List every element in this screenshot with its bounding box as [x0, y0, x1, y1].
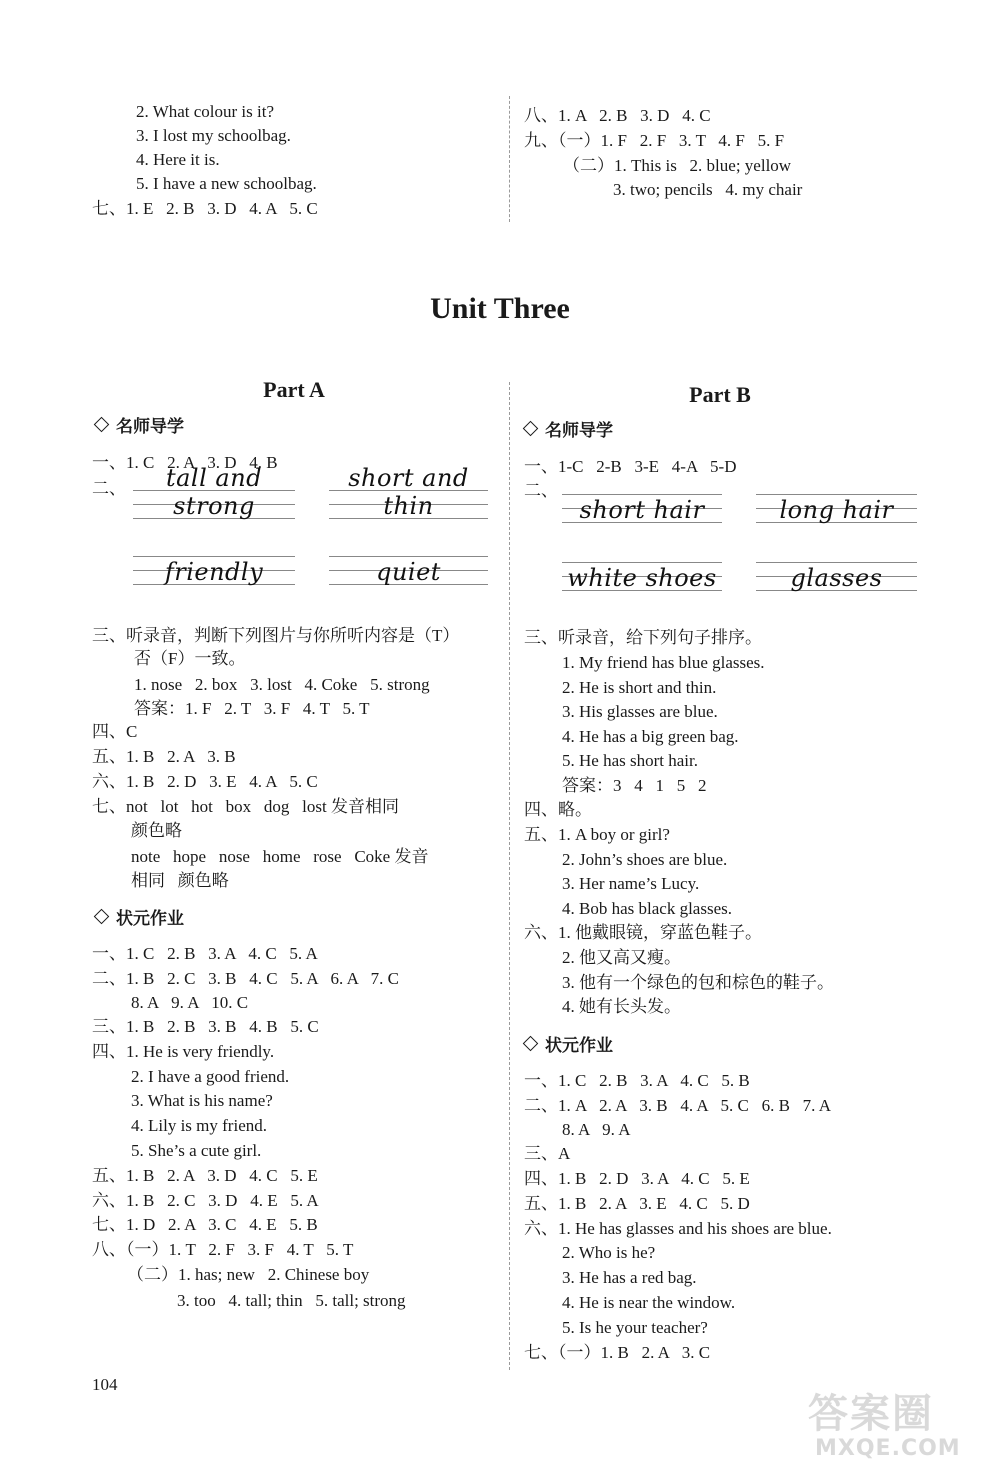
writing-box-3 — [133, 550, 295, 590]
part-a-hw-1: 一、1. C 2. B 3. A 4. C 5. A — [92, 944, 318, 963]
top-left-line-5: 七、1. E 2. B 3. D 4. A 5. C — [92, 199, 318, 218]
written-word: glasses — [790, 564, 883, 592]
part-a-q3-line-4: 答案：1. F 2. T 3. F 4. T 5. T — [134, 699, 370, 718]
writing-box-8 — [756, 556, 917, 596]
part-a-hw-7: 3. What is his name? — [131, 1091, 273, 1110]
part-b-hw-9: 3. He has a red bag. — [562, 1268, 697, 1287]
part-a-hw-9: 5. She’s a cute girl. — [131, 1141, 262, 1160]
part-b-q5-line-4: 4. Bob has black glasses. — [562, 899, 732, 918]
part-b-hw-10: 4. He is near the window. — [562, 1293, 736, 1312]
top-right-line-1: 八、1. A 2. B 3. D 4. C — [524, 106, 711, 125]
part-a-section-guide: 名师导学 — [96, 412, 184, 437]
part-b-hw-4: 三、A — [524, 1144, 571, 1163]
part-b-q3-line-5: 4. He has a big green bag. — [562, 727, 739, 746]
diamond-icon — [94, 417, 110, 433]
part-a-title: Part A — [263, 377, 325, 402]
part-a-hw-6: 2. I have a good friend. — [131, 1067, 290, 1086]
part-a-q3-line-2: 否（F）一致。 — [134, 649, 246, 668]
unit-title: Unit Three — [430, 292, 570, 325]
part-a-q2-label: 二、 — [92, 479, 126, 498]
part-b-section-guide: 名师导学 — [525, 416, 613, 441]
watermark-url: MXQE.COM — [815, 1436, 961, 1461]
part-a-hw-8: 4. Lily is my friend. — [131, 1116, 267, 1135]
part-a-q4: 四、C — [92, 722, 138, 741]
part-b-hw-6: 五、1. B 2. A 3. E 4. C 5. D — [524, 1194, 750, 1213]
part-b-q4: 四、略。 — [524, 800, 592, 819]
part-a-q3-line-1: 三、听录音，判断下列图片与你所听内容是（T） — [92, 626, 460, 645]
top-right-line-2: 九、（一）1. F 2. F 3. T 4. F 5. F — [524, 131, 785, 150]
written-word: quiet — [376, 558, 441, 586]
writing-box-1 — [133, 464, 295, 524]
part-b-q6-line-1: 六、1. 他戴眼镜，穿蓝色鞋子。 — [524, 923, 762, 942]
diamond-icon — [523, 1036, 539, 1052]
written-word: friendly — [164, 558, 264, 586]
part-b-q6-line-4: 4. 她有长头发。 — [562, 997, 681, 1016]
part-a-q1: 一、1. C 2. A 3. D 4. B — [92, 453, 278, 472]
top-right-line-4: 3. two; pencils 4. my chair — [613, 180, 803, 199]
part-a-hw-14: （二）1. has; new 2. Chinese boy — [127, 1265, 370, 1284]
part-b-q3-line-4: 3. His glasses are blue. — [562, 702, 718, 721]
part-b-q5-line-2: 2. John’s shoes are blue. — [562, 850, 728, 869]
part-b-q5-line-3: 3. Her name’s Lucy. — [562, 874, 700, 893]
part-b-q3-line-1: 三、听录音，给下列句子排序。 — [524, 628, 762, 647]
top-left-line-1: 2. What colour is it? — [136, 102, 275, 121]
part-a-hw-3: 8. A 9. A 10. C — [131, 993, 249, 1012]
part-a-q3-line-3: 1. nose 2. box 3. lost 4. Coke 5. strong — [134, 675, 430, 694]
written-word: tall and strong — [165, 464, 263, 520]
written-word: white shoes — [567, 564, 717, 592]
top-right-line-3: （二）1. This is 2. blue; yellow — [563, 156, 792, 175]
part-b-title: Part B — [689, 382, 751, 407]
part-a-hw-15: 3. too 4. tall; thin 5. tall; strong — [177, 1291, 406, 1310]
part-b-q3-line-6: 5. He has short hair. — [562, 751, 698, 770]
part-a-hw-12: 七、1. D 2. A 3. C 4. E 5. B — [92, 1215, 318, 1234]
part-a-section-homework: 状元作业 — [96, 904, 184, 929]
diamond-icon — [523, 421, 539, 437]
part-b-q1: 一、1-C 2-B 3-E 4-A 5-D — [524, 457, 737, 476]
part-b-q3-line-7: 答案：3 4 1 5 2 — [562, 776, 707, 795]
part-b-hw-11: 5. Is he your teacher? — [562, 1318, 708, 1337]
part-a-hw-5: 四、1. He is very friendly. — [92, 1042, 275, 1061]
top-left-line-4: 5. I have a new schoolbag. — [136, 174, 317, 193]
part-b-hw-2: 二、1. A 2. A 3. B 4. A 5. C 6. B 7. A — [524, 1096, 831, 1115]
written-word: short hair — [579, 496, 705, 524]
writing-box-2 — [329, 464, 488, 524]
part-b-q6-line-2: 2. 他又高又瘦。 — [562, 948, 681, 967]
part-a-hw-10: 五、1. B 2. A 3. D 4. C 5. E — [92, 1166, 318, 1185]
part-b-q5-line-1: 五、1. A boy or girl? — [524, 825, 670, 844]
part-a-q6: 六、1. B 2. D 3. E 4. A 5. C — [92, 772, 318, 791]
part-a-hw-11: 六、1. B 2. C 3. D 4. E 5. A — [92, 1191, 319, 1210]
written-word: short and thin — [348, 464, 469, 520]
page-number: 104 — [92, 1375, 118, 1394]
part-b-hw-3: 8. A 9. A — [562, 1120, 631, 1139]
part-a-hw-2: 二、1. B 2. C 3. B 4. C 5. A 6. A 7. C — [92, 969, 399, 988]
watermark-logo: 答案圈 — [808, 1391, 934, 1437]
part-a-q7-line-4: 相同 颜色略 — [131, 871, 229, 890]
part-a-q5: 五、1. B 2. A 3. B — [92, 747, 236, 766]
writing-box-4 — [329, 550, 488, 590]
part-a-q7-line-2: 颜色略 — [131, 821, 182, 840]
top-column-divider — [509, 96, 510, 222]
writing-box-5 — [562, 488, 722, 528]
part-b-q3-line-3: 2. He is short and thin. — [562, 678, 717, 697]
main-column-divider — [509, 382, 510, 1370]
part-b-hw-8: 2. Who is he? — [562, 1243, 656, 1262]
part-a-q7-line-1: 七、not lot hot box dog lost 发音相同 — [92, 797, 399, 816]
part-b-section-homework: 状元作业 — [525, 1031, 613, 1056]
part-b-hw-5: 四、1. B 2. D 3. A 4. C 5. E — [524, 1169, 750, 1188]
part-a-q7-line-3: note hope nose home rose Coke 发音 — [131, 847, 429, 866]
written-word: long hair — [779, 496, 894, 524]
top-left-line-3: 4. Here it is. — [136, 150, 220, 169]
top-left-line-2: 3. I lost my schoolbag. — [136, 126, 291, 145]
part-b-hw-12: 七、（一）1. B 2. A 3. C — [524, 1343, 711, 1362]
writing-box-6 — [756, 488, 917, 528]
part-a-hw-13: 八、（一）1. T 2. F 3. F 4. T 5. T — [92, 1240, 354, 1259]
diamond-icon — [94, 909, 110, 925]
part-b-q2-label: 二、 — [524, 481, 558, 500]
part-a-hw-4: 三、1. B 2. B 3. B 4. B 5. C — [92, 1017, 319, 1036]
part-b-q6-line-3: 3. 他有一个绿色的包和棕色的鞋子。 — [562, 973, 834, 992]
part-b-hw-1: 一、1. C 2. B 3. A 4. C 5. B — [524, 1071, 750, 1090]
part-b-q3-line-2: 1. My friend has blue glasses. — [562, 653, 765, 672]
part-b-hw-7: 六、1. He has glasses and his shoes are blue. — [524, 1219, 832, 1238]
writing-box-7 — [562, 556, 722, 596]
